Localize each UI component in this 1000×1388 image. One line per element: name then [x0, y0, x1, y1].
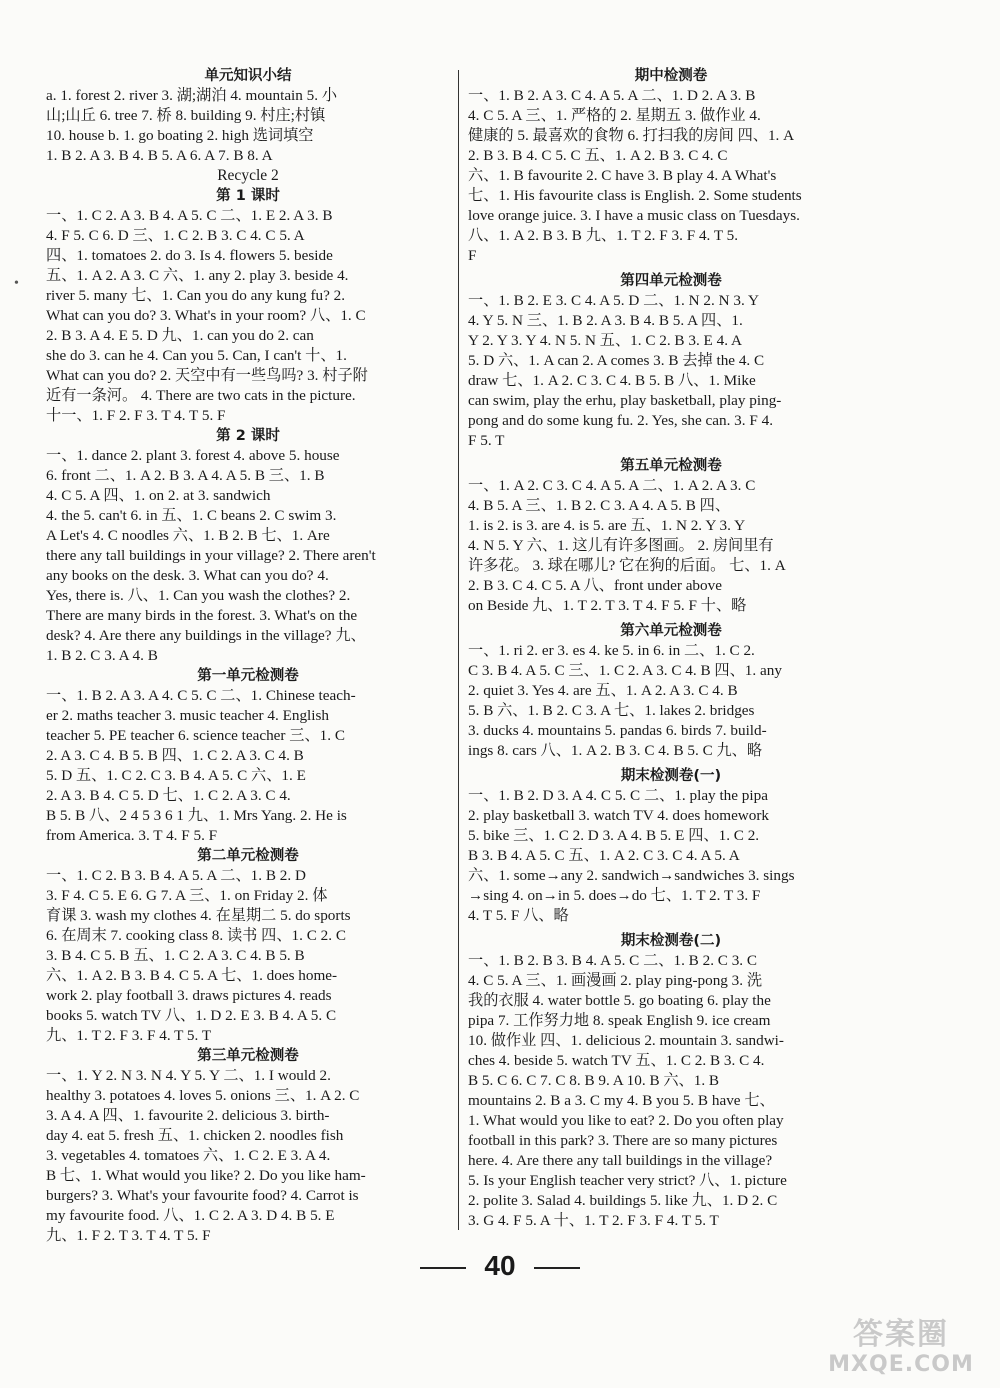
answer-line: 4. the 5. can't 6. in 五、1. C beans 2. C swim 3.: [46, 507, 337, 524]
answer-line: 九、1. T 2. F 3. F 4. T 5. T: [46, 1027, 212, 1044]
left-column: [46, 66, 450, 1246]
section-title: 第三单元检测卷: [197, 1048, 299, 1064]
answer-line: 2. polite 3. Salad 4. buildings 5. like 九、1. D 2. C: [468, 1192, 778, 1209]
answer-line: any books on the desk. 3. What can you do? 4.: [46, 567, 329, 584]
section-title: 期中检测卷: [634, 68, 708, 84]
section-title: 单元知识小结: [204, 68, 292, 84]
answer-line: ings 8. cars 八、1. A 2. B 3. C 4. B 5. C 九、略: [468, 742, 763, 759]
answer-line: 3. ducks 4. mountains 5. pandas 6. birds 7. build-: [468, 722, 767, 739]
answer-line: 六、1. A 2. B 3. B 4. C 5. A 七、1. does home-: [46, 967, 338, 984]
answer-line: my favourite food. 八、1. C 2. A 3. D 4. B 5. E: [46, 1207, 335, 1224]
answer-line: ches 4. beside 5. watch TV 五、1. C 2. B 3. C 4.: [468, 1052, 765, 1069]
answer-line: football in this park? 3. There are so many pictures: [468, 1132, 778, 1149]
answer-line: 近有一条河。 4. There are two cats in the picture.: [46, 387, 356, 404]
answer-line: 5. D 六、1. A can 2. A comes 3. B 去掉 the 4. C: [468, 352, 765, 369]
answer-line: 4. C 5. A 三、1. 画漫画 2. play ping-pong 3. 洗: [468, 972, 763, 989]
answer-line: 1. is 2. is 3. are 4. is 5. are 五、1. N 2. Y 3. Y: [468, 517, 746, 534]
answer-line: 5. bike 三、1. C 2. D 3. A 4. B 5. E 四、1. C 2.: [468, 827, 760, 844]
answer-line: 四、1. tomatoes 2. do 3. Is 4. flowers 5. beside: [46, 247, 333, 264]
answer-line: 育课 3. wash my clothes 4. 在星期二 5. do sports: [46, 907, 351, 924]
answer-line: teacher 5. PE teacher 6. science teacher 三、1. C: [46, 727, 345, 744]
answer-line: Yes, there is. 八、1. Can you wash the clothes? 2.: [46, 587, 351, 604]
answer-line: love orange juice. 3. I have a music class on Tuesdays.: [468, 207, 800, 224]
answer-line: 3. vegetables 4. tomatoes 六、1. C 2. E 3. A 4.: [46, 1147, 331, 1164]
answer-line: F 5. T: [468, 432, 505, 449]
section-title: 第 2 课时: [216, 428, 280, 444]
answer-line: There are many birds in the forest. 3. What's on the: [46, 607, 358, 624]
section-title: 第五单元检测卷: [620, 458, 722, 474]
answer-line: 2. play basketball 3. watch TV 4. does homework: [468, 807, 770, 824]
answer-line: 山;山丘 6. tree 7. 桥 8. building 9. 村庄;村镇: [46, 107, 326, 124]
answer-line: 2. A 3. C 4. B 5. B 四、1. C 2. A 3. C 4. B: [46, 747, 304, 764]
watermark-logo: [816, 1318, 986, 1382]
answer-line: 4. C 5. A 四、1. on 2. at 3. sandwich: [46, 487, 271, 504]
answer-line: 4. C 5. A 三、1. 严格的 2. 星期五 3. 做作业 4.: [468, 107, 761, 124]
answer-line: 十一、1. F 2. F 3. T 4. T 5. F: [46, 407, 226, 424]
answer-line: 一、1. Y 2. N 3. N 4. Y 5. Y 二、1. I would 2.: [46, 1067, 331, 1084]
answer-line: 5. B 六、1. B 2. C 3. A 七、1. lakes 2. bridges: [468, 702, 755, 719]
answer-line: 一、1. A 2. C 3. C 4. A 5. A 二、1. A 2. A 3. C: [468, 477, 756, 494]
answer-line: 1. What would you like to eat? 2. Do you often play: [468, 1112, 784, 1129]
answer-line: day 4. eat 5. fresh 五、1. chicken 2. noodles fish: [46, 1127, 344, 1144]
answer-line: 六、1. B favourite 2. C have 3. B play 4. A What's: [468, 167, 777, 184]
answer-line: 3. F 4. C 5. E 6. G 7. A 三、1. on Friday 2. 体: [46, 887, 328, 904]
answer-line: from America. 3. T 4. F 5. F: [46, 827, 218, 844]
answer-line: 一、1. ri 2. er 3. es 4. ke 5. in 6. in 二、1. C 2.: [468, 642, 755, 659]
answer-line: 2. B 3. A 4. E 5. D 九、1. can you do 2. can: [46, 327, 314, 344]
answer-line: 4. T 5. F 八、略: [468, 907, 569, 924]
answer-line: 健康的 5. 最喜欢的食物 6. 打扫我的房间 四、1. A: [468, 127, 795, 144]
answer-line: 4. Y 5. N 三、1. B 2. A 3. B 4. B 5. A 四、1.: [468, 312, 743, 329]
answer-line: draw 七、1. A 2. C 3. C 4. B 5. B 八、1. Mike: [468, 372, 756, 389]
answer-line: 10. house b. 1. go boating 2. high 选词填空: [46, 127, 314, 144]
section-title: 第一单元检测卷: [197, 668, 299, 684]
answer-line: 一、1. dance 2. plant 3. forest 4. above 5. house: [46, 447, 340, 464]
answer-line: 七、1. His favourite class is English. 2. Some students: [468, 187, 802, 204]
answer-line: What can you do? 3. What's in your room? 八、1. C: [46, 307, 366, 324]
margin-mark: •: [14, 276, 19, 291]
answer-line: 6. front 二、1. A 2. B 3. A 4. A 5. B 三、1. B: [46, 467, 325, 484]
answer-line: 九、1. F 2. T 3. T 4. T 5. F: [46, 1227, 211, 1244]
section-title: 第二单元检测卷: [197, 848, 299, 864]
answer-line: Y 2. Y 3. Y 4. N 5. N 五、1. C 2. B 3. E 4. A: [468, 332, 742, 349]
answer-line: B 3. B 4. A 5. C 五、1. A 2. C 3. C 4. A 5. A: [468, 847, 740, 864]
answer-line: 一、1. B 2. D 3. A 4. C 5. C 二、1. play the pipa: [468, 787, 768, 804]
answer-line: here. 4. Are there any tall buildings in the village?: [468, 1152, 773, 1169]
page-number: [0, 1250, 1000, 1282]
answer-line: 2. A 3. B 4. C 5. D 七、1. C 2. A 3. C 4.: [46, 787, 291, 804]
answer-line: there any tall buildings in your village? 2. There aren't: [46, 547, 376, 564]
answer-line: 一、1. B 2. A 3. A 4. C 5. C 二、1. Chinese teach-: [46, 687, 356, 704]
section-title: 第 1 课时: [216, 188, 280, 204]
answer-line: pong and do some kung fu. 2. Yes, she can. 3. F 4.: [468, 412, 774, 429]
answer-line: 一、1. B 2. B 3. B 4. A 5. C 二、1. B 2. C 3. C: [468, 952, 758, 969]
section-title: 期末检测卷(一): [620, 768, 722, 784]
answer-line: 4. F 5. C 6. D 三、1. C 2. B 3. C 4. C 5. A: [46, 227, 305, 244]
answer-line: on Beside 九、1. T 2. T 3. T 4. F 5. F 十、略: [468, 597, 747, 614]
answer-line: desk? 4. Are there any buildings in the village? 九、: [46, 627, 366, 644]
answer-line: 五、1. A 2. A 3. C 六、1. any 2. play 3. beside 4.: [46, 267, 349, 284]
answer-line: 我的衣服 4. water bottle 5. go boating 6. play the: [468, 992, 771, 1009]
answer-line: 6. 在周末 7. cooking class 8. 读书 四、1. C 2. C: [46, 927, 346, 944]
right-column: [468, 66, 874, 1231]
answer-line: pipa 7. 工作努力地 8. speak English 9. ice cream: [468, 1012, 771, 1029]
answer-line: mountains 2. B a 3. C my 4. B you 5. B have 七、: [468, 1092, 775, 1109]
watermark-title: 答案圈: [853, 1317, 949, 1352]
answer-line: 一、1. C 2. A 3. B 4. A 5. C 二、1. E 2. A 3. B: [46, 207, 333, 224]
answer-line: A Let's 4. C noodles 六、1. B 2. B 七、1. Are: [46, 527, 330, 544]
answer-line: 2. B 3. C 4. C 5. A 八、front under above: [468, 577, 722, 594]
answer-line: a. 1. forest 2. river 3. 湖;湖泊 4. mountain 5. 小: [46, 87, 338, 104]
answer-line: 一、1. C 2. B 3. B 4. A 5. A 二、1. B 2. D: [46, 867, 306, 884]
answer-line: 10. 做作业 四、1. delicious 2. mountain 3. sandwi-: [468, 1032, 784, 1049]
answer-line: 一、1. B 2. E 3. C 4. A 5. D 二、1. N 2. N 3. Y: [468, 292, 759, 309]
answer-line: 5. Is your English teacher very strict? 八、1. picture: [468, 1172, 787, 1189]
answer-line: 1. B 2. A 3. B 4. B 5. A 6. A 7. B 8. A: [46, 147, 273, 164]
section-title: 期末检测卷(二): [620, 933, 722, 949]
answer-line: books 5. watch TV 八、1. D 2. E 3. B 4. A 5. C: [46, 1007, 337, 1024]
section-title: 第四单元检测卷: [620, 273, 722, 289]
answer-line: 5. D 五、1. C 2. C 3. B 4. A 5. C 六、1. E: [46, 767, 306, 784]
answer-line: 2. quiet 3. Yes 4. are 五、1. A 2. A 3. C 4. B: [468, 682, 738, 699]
answer-line: 3. B 4. C 5. B 五、1. C 2. A 3. C 4. B 5. B: [46, 947, 305, 964]
answer-line: F: [468, 247, 477, 264]
answer-line: can swim, play the erhu, play basketball, play ping-: [468, 392, 782, 409]
answer-line: 3. A 4. A 四、1. favourite 2. delicious 3. birth-: [46, 1107, 330, 1124]
answer-line: What can you do? 2. 天空中有一些鸟吗? 3. 村子附: [46, 367, 368, 384]
section-title: 第六单元检测卷: [620, 623, 722, 639]
answer-line: 1. B 2. C 3. A 4. B: [46, 647, 158, 664]
answer-line: →sing 4. on→in 5. does→do 七、1. T 2. T 3. F: [468, 887, 761, 904]
answer-line: er 2. maths teacher 3. music teacher 4. English: [46, 707, 329, 724]
answer-line: 许多花。 3. 球在哪儿? 它在狗的后面。 七、1. A: [468, 557, 786, 574]
answer-line: work 2. play football 3. draws pictures 4. reads: [46, 987, 332, 1004]
answer-line: 3. G 4. F 5. A 十、1. T 2. F 3. F 4. T 5. T: [468, 1212, 719, 1229]
answer-line: she do 3. can he 4. Can you 5. Can, I can't 十、1.: [46, 347, 347, 364]
answer-line: river 5. many 七、1. Can you do any kung fu? 2.: [46, 287, 346, 304]
answer-line: B 5. B 八、2 4 5 3 6 1 九、1. Mrs Yang. 2. He is: [46, 807, 347, 824]
answer-line: burgers? 3. What's your favourite food? 4. Carrot is: [46, 1187, 359, 1204]
answer-line: 六、1. some→any 2. sandwich→sandwiches 3. sings: [468, 867, 795, 884]
section-title: Recycle 2: [217, 167, 279, 184]
answer-line: healthy 3. potatoes 4. loves 5. onions 三、1. A 2. C: [46, 1087, 360, 1104]
answer-line: 4. B 5. A 三、1. B 2. C 3. A 4. A 5. B 四、: [468, 497, 731, 514]
answer-line: B 七、1. What would you like? 2. Do you like ham-: [46, 1167, 366, 1184]
answer-line: 4. N 5. Y 六、1. 这儿有许多图画。 2. 房间里有: [468, 537, 774, 554]
answer-line: B 5. C 6. C 7. C 8. B 9. A 10. B 六、1. B: [468, 1072, 720, 1089]
answer-line: 八、1. A 2. B 3. B 九、1. T 2. F 3. F 4. T 5.: [468, 227, 739, 244]
answer-line: C 3. B 4. A 5. C 三、1. C 2. A 3. C 4. B 四、1. any: [468, 662, 782, 679]
column-divider: [458, 70, 459, 1230]
answer-line: 一、1. B 2. A 3. C 4. A 5. A 二、1. D 2. A 3. B: [468, 87, 756, 104]
answer-line: 2. B 3. B 4. C 5. C 五、1. A 2. B 3. C 4. C: [468, 147, 728, 164]
watermark-url: MXQE.COM: [828, 1352, 974, 1377]
page-number-text: 40: [484, 1250, 516, 1281]
